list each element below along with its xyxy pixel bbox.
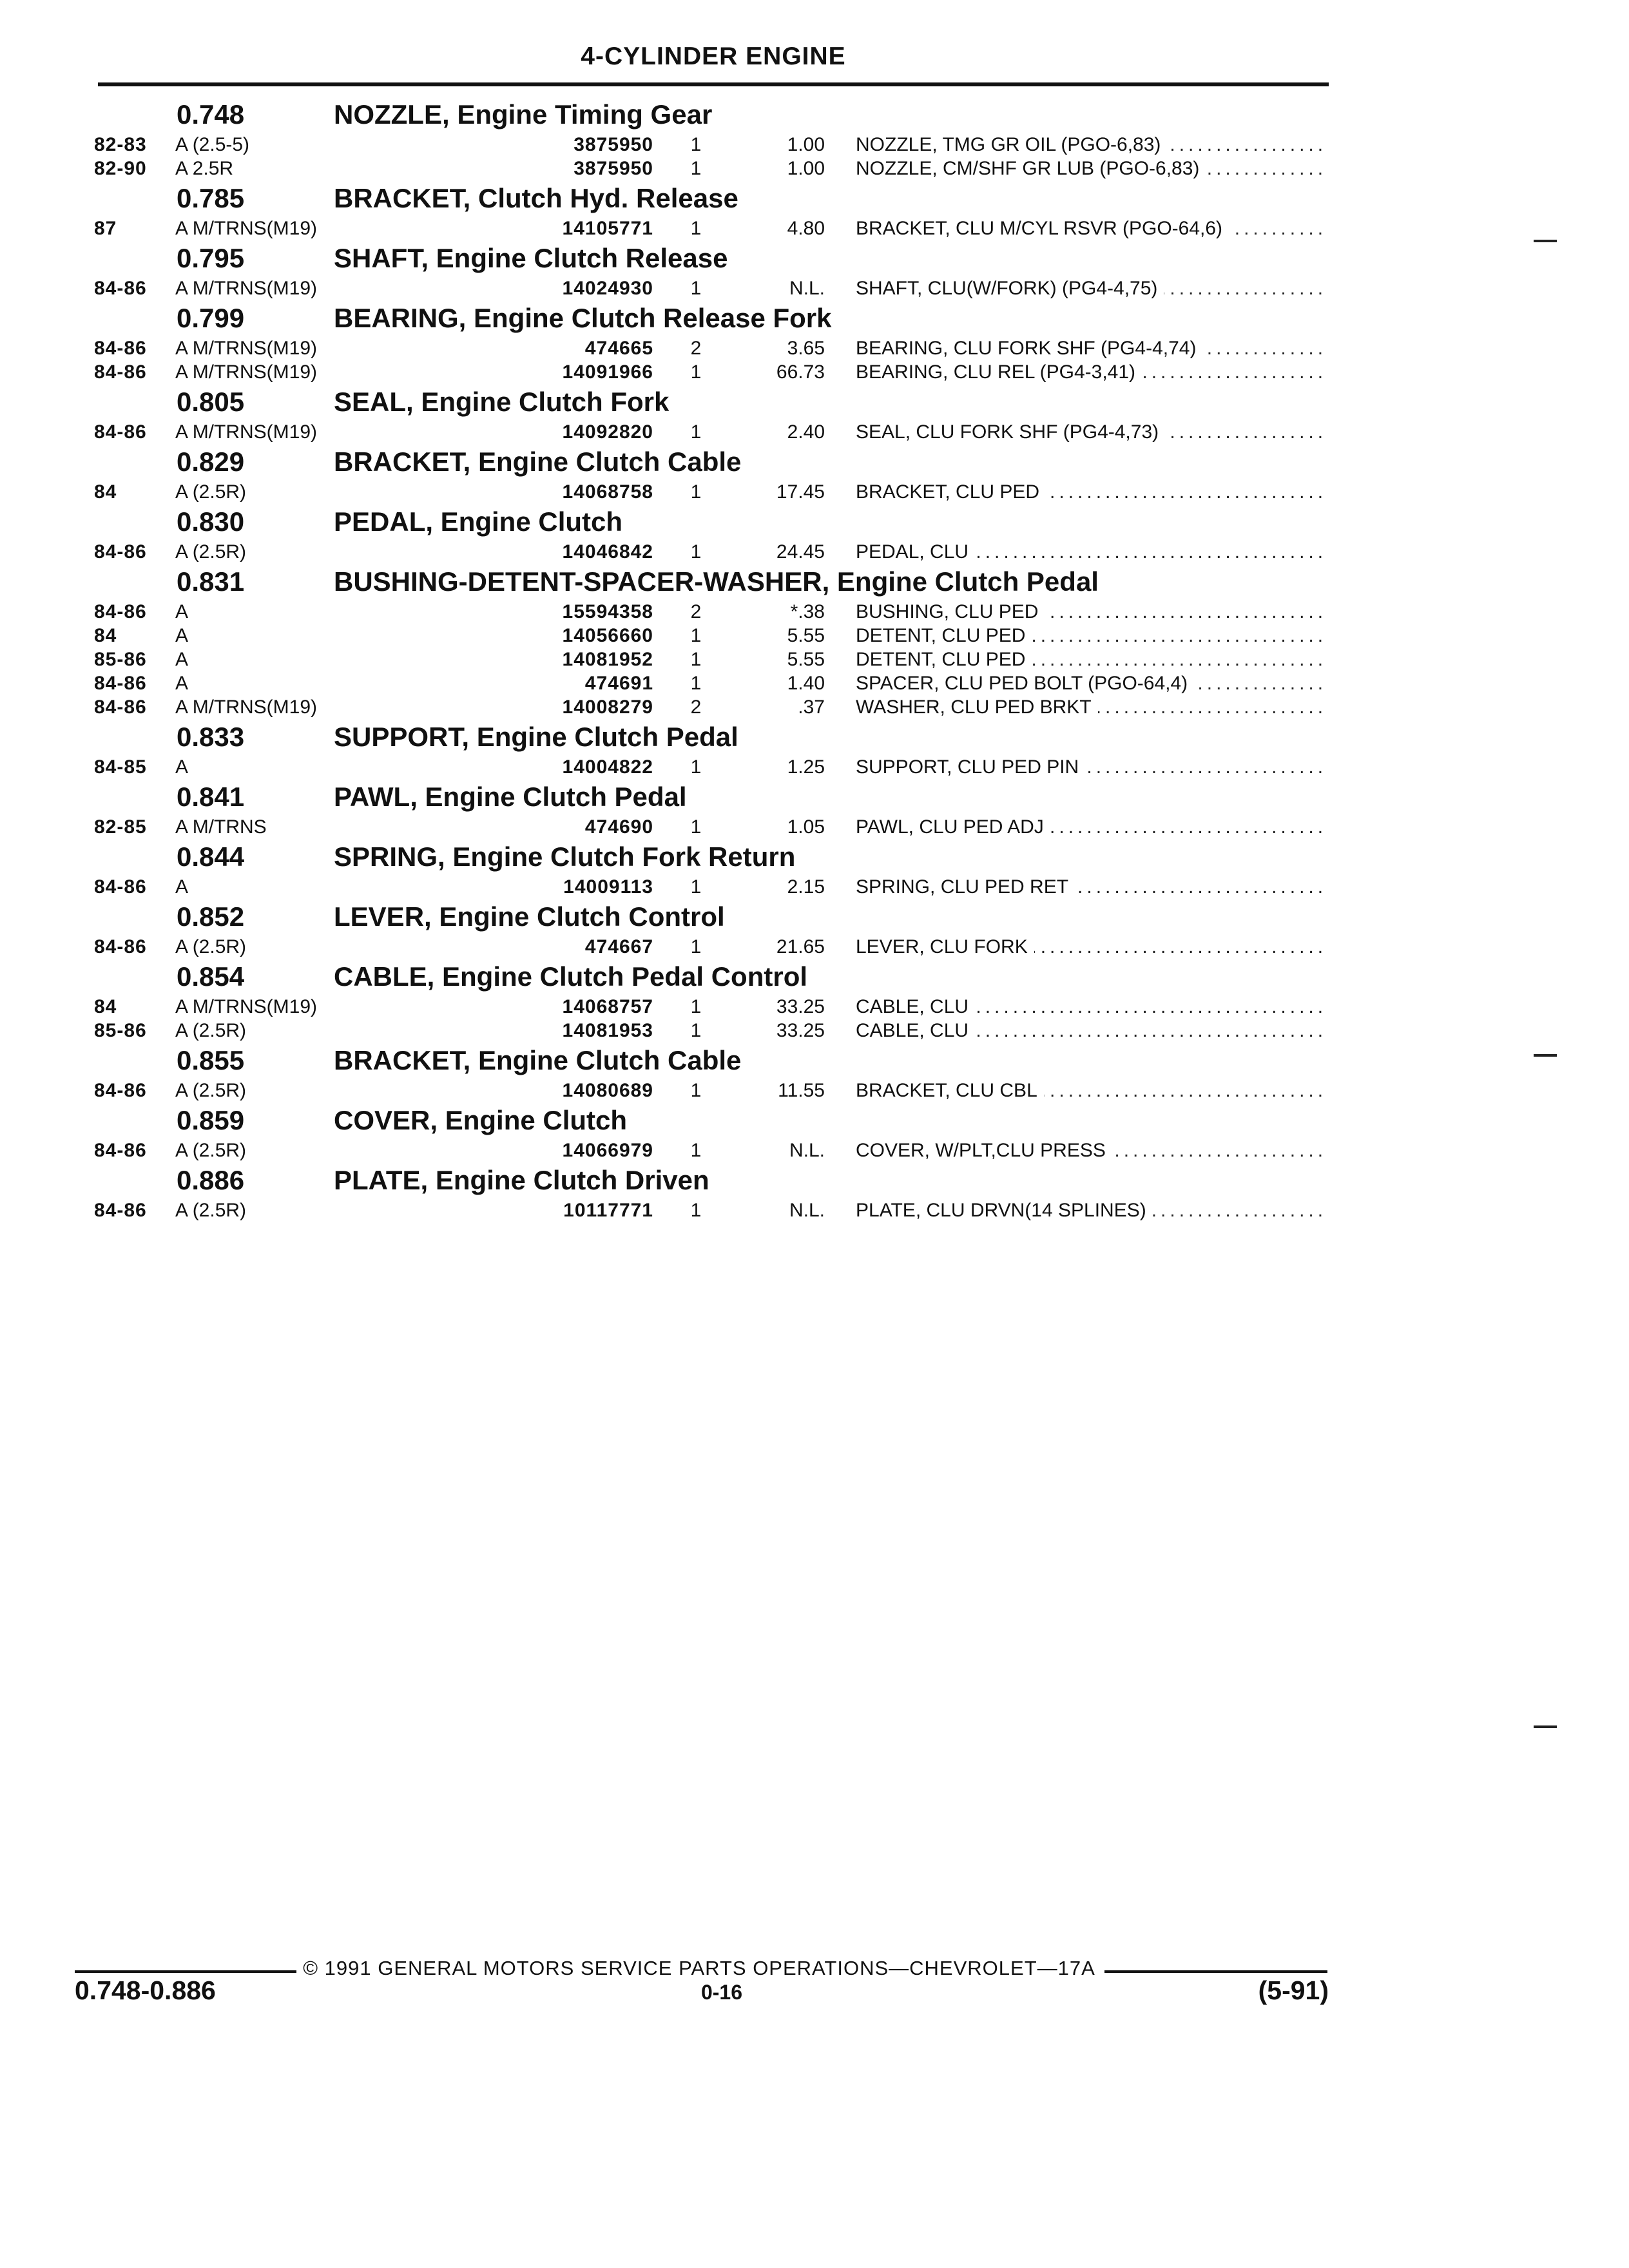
model-years: 84-86	[94, 697, 147, 718]
application-text: A	[175, 876, 193, 898]
application-text: A (2.5R)	[175, 1200, 251, 1221]
description-text: BUSHING, CLU PED	[856, 601, 1045, 622]
description	[856, 648, 1327, 671]
price: 4.80	[787, 218, 825, 239]
group-number: 0.748	[177, 99, 245, 130]
application-text: A (2.5R)	[175, 936, 251, 957]
model-years: 84-86	[94, 1080, 147, 1101]
price: N.L.	[789, 278, 825, 299]
application-text: A (2.5R)	[175, 541, 251, 562]
application-text: A M/TRNS	[175, 816, 272, 838]
quantity: 1	[690, 876, 702, 898]
part-number: 14105771	[509, 216, 653, 240]
group-number: 0.805	[177, 387, 245, 417]
description	[856, 624, 1327, 648]
description-text: NOZZLE, TMG GR OIL (PGO-6,83)	[856, 134, 1167, 155]
part-number: 15594358	[509, 600, 653, 624]
application-text: A	[175, 673, 193, 694]
group-title: BRACKET, Engine Clutch Cable	[334, 1045, 742, 1075]
description	[856, 935, 1327, 959]
quantity: 1	[690, 1140, 702, 1161]
price: 24.45	[776, 541, 825, 562]
parts-list	[0, 97, 1629, 1222]
application-text: A	[175, 625, 193, 646]
description-text: SUPPORT, CLU PED PIN	[856, 756, 1085, 778]
description-text: DETENT, CLU PED	[856, 625, 1032, 646]
group-heading	[0, 564, 1629, 600]
price: 1.00	[787, 134, 825, 155]
part-number: 14008279	[509, 695, 653, 719]
model-years: 84-86	[94, 936, 147, 957]
part-row	[0, 648, 1629, 671]
group-title: PEDAL, Engine Clutch	[334, 506, 623, 537]
group-number: 0.795	[177, 243, 245, 273]
part-row	[0, 624, 1629, 648]
group-number: 0.785	[177, 183, 245, 213]
model-years: 87	[94, 218, 117, 239]
part-number: 14009113	[509, 875, 653, 899]
application-text: A M/TRNS(M19)	[175, 421, 322, 443]
group-number: 0.831	[177, 566, 245, 597]
model-years: 84-85	[94, 756, 147, 778]
group-number: 0.854	[177, 961, 245, 992]
description	[856, 336, 1327, 360]
group-heading	[0, 504, 1629, 540]
description-text: BRACKET, CLU PED	[856, 481, 1046, 503]
application-text: A (2.5R)	[175, 1080, 251, 1101]
description	[856, 1139, 1327, 1162]
model-years: 84-86	[94, 541, 147, 562]
group-number: 0.844	[177, 841, 245, 872]
description	[856, 755, 1327, 779]
quantity: 2	[690, 338, 702, 359]
part-number: 14092820	[509, 420, 653, 444]
application-text: A 2.5R	[175, 158, 238, 179]
part-row	[0, 1079, 1629, 1102]
part-row	[0, 935, 1629, 959]
price: 11.55	[778, 1080, 825, 1101]
group-number: 0.833	[177, 722, 245, 752]
group-heading	[0, 959, 1629, 995]
part-number: 474690	[509, 815, 653, 839]
quantity: 1	[690, 134, 702, 155]
group-heading	[0, 384, 1629, 420]
application	[175, 157, 523, 180]
part-number: 14004822	[509, 755, 653, 779]
application	[175, 935, 523, 959]
application-text: A M/TRNS(M19)	[175, 996, 322, 1017]
footer-page-number: 0-16	[700, 1981, 743, 2004]
part-row	[0, 216, 1629, 240]
part-number: 14066979	[509, 1139, 653, 1162]
part-number: 14024930	[509, 276, 653, 300]
group-number: 0.886	[177, 1165, 245, 1195]
description	[856, 276, 1327, 300]
application-text: A (2.5R)	[175, 1020, 251, 1041]
model-years: 84-86	[94, 876, 147, 898]
group-title: BUSHING-DETENT-SPACER-WASHER, Engine Clutch Pedal	[334, 566, 1099, 597]
part-row	[0, 480, 1629, 504]
model-years: 84-86	[94, 1140, 147, 1161]
part-number: 3875950	[509, 133, 653, 157]
price: 1.00	[787, 158, 825, 179]
application-text: A (2.5-5)	[175, 134, 255, 155]
description-text: LEVER, CLU FORK	[856, 936, 1034, 957]
group-heading	[0, 779, 1629, 815]
model-years: 85-86	[94, 649, 147, 670]
group-number: 0.829	[177, 447, 245, 477]
page-title: 4-CYLINDER ENGINE	[581, 43, 846, 70]
description-text: SPRING, CLU PED RET	[856, 876, 1075, 898]
group-title: LEVER, Engine Clutch Control	[334, 901, 725, 932]
application	[175, 1198, 523, 1222]
description	[856, 815, 1327, 839]
quantity: 2	[690, 601, 702, 622]
part-row	[0, 360, 1629, 384]
part-number: 474667	[509, 935, 653, 959]
group-heading	[0, 1102, 1629, 1139]
description-text: COVER, W/PLT,CLU PRESS	[856, 1140, 1112, 1161]
model-years: 84	[94, 996, 117, 1017]
part-row	[0, 1019, 1629, 1043]
group-heading	[0, 300, 1629, 336]
part-row	[0, 157, 1629, 180]
description	[856, 995, 1327, 1019]
application-text: A M/TRNS(M19)	[175, 338, 322, 359]
group-title: BRACKET, Clutch Hyd. Release	[334, 183, 738, 213]
group-title: SEAL, Engine Clutch Fork	[334, 387, 670, 417]
quantity: 2	[690, 697, 702, 718]
quantity: 1	[690, 541, 702, 562]
application	[175, 420, 523, 444]
margin-tick	[1534, 240, 1557, 242]
application	[175, 540, 523, 564]
description-text: SPACER, CLU PED BOLT (PGO-64,4)	[856, 673, 1194, 694]
application	[175, 755, 523, 779]
description-text: DETENT, CLU PED	[856, 649, 1032, 670]
part-number: 14068757	[509, 995, 653, 1019]
part-number: 3875950	[509, 157, 653, 180]
description	[856, 875, 1327, 899]
part-number: 14068758	[509, 480, 653, 504]
price: 1.05	[787, 816, 825, 838]
application	[175, 695, 523, 719]
part-number: 14081952	[509, 648, 653, 671]
footer-rule-left	[75, 1970, 296, 1973]
application-text: A M/TRNS(M19)	[175, 361, 322, 383]
application	[175, 216, 523, 240]
model-years: 84-86	[94, 673, 147, 694]
quantity: 1	[690, 816, 702, 838]
part-number: 14091966	[509, 360, 653, 384]
price: 1.40	[787, 673, 825, 694]
part-row	[0, 133, 1629, 157]
application	[175, 1079, 523, 1102]
part-row	[0, 815, 1629, 839]
quantity: 1	[690, 218, 702, 239]
group-title: NOZZLE, Engine Timing Gear	[334, 99, 713, 130]
price: *.38	[790, 601, 825, 622]
part-number: 10117771	[509, 1198, 653, 1222]
application	[175, 1019, 523, 1043]
model-years: 84-86	[94, 1200, 147, 1221]
group-heading	[0, 719, 1629, 755]
application	[175, 360, 523, 384]
group-title: BRACKET, Engine Clutch Cable	[334, 447, 742, 477]
description	[856, 360, 1327, 384]
description	[856, 157, 1327, 180]
application-text: A (2.5R)	[175, 481, 251, 503]
group-title: PAWL, Engine Clutch Pedal	[334, 782, 687, 812]
part-number: 14081953	[509, 1019, 653, 1043]
description-text: CABLE, CLU	[856, 996, 975, 1017]
part-row	[0, 875, 1629, 899]
description-text: BEARING, CLU REL (PG4-3,41)	[856, 361, 1142, 383]
part-number: 474691	[509, 671, 653, 695]
price: N.L.	[789, 1200, 825, 1221]
part-number: 14046842	[509, 540, 653, 564]
description-text: BRACKET, CLU M/CYL RSVR (PGO-64,6)	[856, 218, 1229, 239]
part-row	[0, 336, 1629, 360]
description-text: BRACKET, CLU CBL	[856, 1080, 1044, 1101]
quantity: 1	[690, 1200, 702, 1221]
footer-rule-right	[1104, 1970, 1327, 1973]
application	[175, 624, 523, 648]
quantity: 1	[690, 481, 702, 503]
description-text: PEDAL, CLU	[856, 541, 975, 562]
description	[856, 1198, 1327, 1222]
price: 1.25	[787, 756, 825, 778]
application	[175, 336, 523, 360]
price: 5.55	[787, 625, 825, 646]
quantity: 1	[690, 421, 702, 443]
model-years: 84-86	[94, 421, 147, 443]
quantity: 1	[690, 1080, 702, 1101]
price: 3.65	[787, 338, 825, 359]
part-row	[0, 995, 1629, 1019]
part-row	[0, 600, 1629, 624]
quantity: 1	[690, 673, 702, 694]
description	[856, 420, 1327, 444]
group-number: 0.830	[177, 506, 245, 537]
part-row	[0, 671, 1629, 695]
group-number: 0.799	[177, 303, 245, 333]
group-title: COVER, Engine Clutch	[334, 1105, 628, 1135]
description-text: WASHER, CLU PED BRKT	[856, 697, 1098, 718]
price: 2.15	[787, 876, 825, 898]
price: 66.73	[776, 361, 825, 383]
price: .37	[798, 697, 825, 718]
part-row	[0, 1139, 1629, 1162]
description	[856, 695, 1327, 719]
margin-tick	[1534, 1725, 1557, 1728]
margin-tick	[1534, 1054, 1557, 1057]
quantity: 1	[690, 625, 702, 646]
group-heading	[0, 240, 1629, 276]
description-text: CABLE, CLU	[856, 1020, 975, 1041]
application	[175, 995, 523, 1019]
model-years: 82-85	[94, 816, 147, 838]
quantity: 1	[690, 649, 702, 670]
group-title: PLATE, Engine Clutch Driven	[334, 1165, 709, 1195]
group-heading	[0, 97, 1629, 133]
part-row	[0, 695, 1629, 719]
quantity: 1	[690, 996, 702, 1017]
model-years: 84-86	[94, 361, 147, 383]
model-years: 84	[94, 625, 117, 646]
price: 5.55	[787, 649, 825, 670]
price: 2.40	[787, 421, 825, 443]
part-row	[0, 755, 1629, 779]
header-rule	[98, 82, 1329, 86]
part-row	[0, 276, 1629, 300]
application-text: A (2.5R)	[175, 1140, 251, 1161]
part-row	[0, 420, 1629, 444]
price: 17.45	[776, 481, 825, 503]
model-years: 85-86	[94, 1020, 147, 1041]
part-number: 474665	[509, 336, 653, 360]
quantity: 1	[690, 1020, 702, 1041]
group-number: 0.855	[177, 1045, 245, 1075]
group-title: CABLE, Engine Clutch Pedal Control	[334, 961, 808, 992]
group-number: 0.859	[177, 1105, 245, 1135]
quantity: 1	[690, 936, 702, 957]
footer-copyright: © 1991 GENERAL MOTORS SERVICE PARTS OPERATIONS—CHEVROLET—17A	[303, 1957, 1095, 1979]
quantity: 1	[690, 158, 702, 179]
quantity: 1	[690, 278, 702, 299]
description-text: NOZZLE, CM/SHF GR LUB (PGO-6,83)	[856, 158, 1206, 179]
group-number: 0.841	[177, 782, 245, 812]
application	[175, 648, 523, 671]
application	[175, 815, 523, 839]
application	[175, 276, 523, 300]
model-years: 82-90	[94, 158, 147, 179]
part-row	[0, 1198, 1629, 1222]
group-heading	[0, 839, 1629, 875]
group-number: 0.852	[177, 901, 245, 932]
application-text: A M/TRNS(M19)	[175, 218, 322, 239]
group-title: SPRING, Engine Clutch Fork Return	[334, 841, 796, 872]
group-title: SUPPORT, Engine Clutch Pedal	[334, 722, 738, 752]
description	[856, 540, 1327, 564]
description	[856, 671, 1327, 695]
group-title: BEARING, Engine Clutch Release Fork	[334, 303, 832, 333]
footer-range: 0.748-0.886	[75, 1975, 216, 2005]
part-number: 14080689	[509, 1079, 653, 1102]
application-text: A	[175, 756, 193, 778]
model-years: 84-86	[94, 278, 147, 299]
model-years: 84-86	[94, 601, 147, 622]
price: 33.25	[776, 1020, 825, 1041]
description-text: PAWL, CLU PED ADJ	[856, 816, 1050, 838]
price: 21.65	[776, 936, 825, 957]
description-text: PLATE, CLU DRVN(14 SPLINES)	[856, 1200, 1153, 1221]
description-text: SHAFT, CLU(W/FORK) (PG4-4,75)	[856, 278, 1164, 299]
application	[175, 671, 523, 695]
description-text: SEAL, CLU FORK SHF (PG4-4,73)	[856, 421, 1165, 443]
application-text: A	[175, 601, 193, 622]
quantity: 1	[690, 756, 702, 778]
model-years: 84-86	[94, 338, 147, 359]
description	[856, 1079, 1327, 1102]
part-row	[0, 540, 1629, 564]
application	[175, 875, 523, 899]
price: N.L.	[789, 1140, 825, 1161]
part-number: 14056660	[509, 624, 653, 648]
group-heading	[0, 1162, 1629, 1198]
group-title: SHAFT, Engine Clutch Release	[334, 243, 728, 273]
application-text: A M/TRNS(M19)	[175, 278, 322, 299]
description	[856, 216, 1327, 240]
group-heading	[0, 180, 1629, 216]
group-heading	[0, 1043, 1629, 1079]
application	[175, 600, 523, 624]
group-heading	[0, 899, 1629, 935]
description	[856, 600, 1327, 624]
footer-date: (5-91)	[1258, 1975, 1329, 2005]
price: 33.25	[776, 996, 825, 1017]
description	[856, 480, 1327, 504]
model-years: 84	[94, 481, 117, 503]
application-text: A M/TRNS(M19)	[175, 697, 322, 718]
description	[856, 133, 1327, 157]
group-heading	[0, 444, 1629, 480]
description	[856, 1019, 1327, 1043]
quantity: 1	[690, 361, 702, 383]
model-years: 82-83	[94, 134, 147, 155]
application	[175, 480, 523, 504]
description-text: BEARING, CLU FORK SHF (PG4-4,74)	[856, 338, 1202, 359]
application	[175, 133, 523, 157]
application	[175, 1139, 523, 1162]
application-text: A	[175, 649, 193, 670]
